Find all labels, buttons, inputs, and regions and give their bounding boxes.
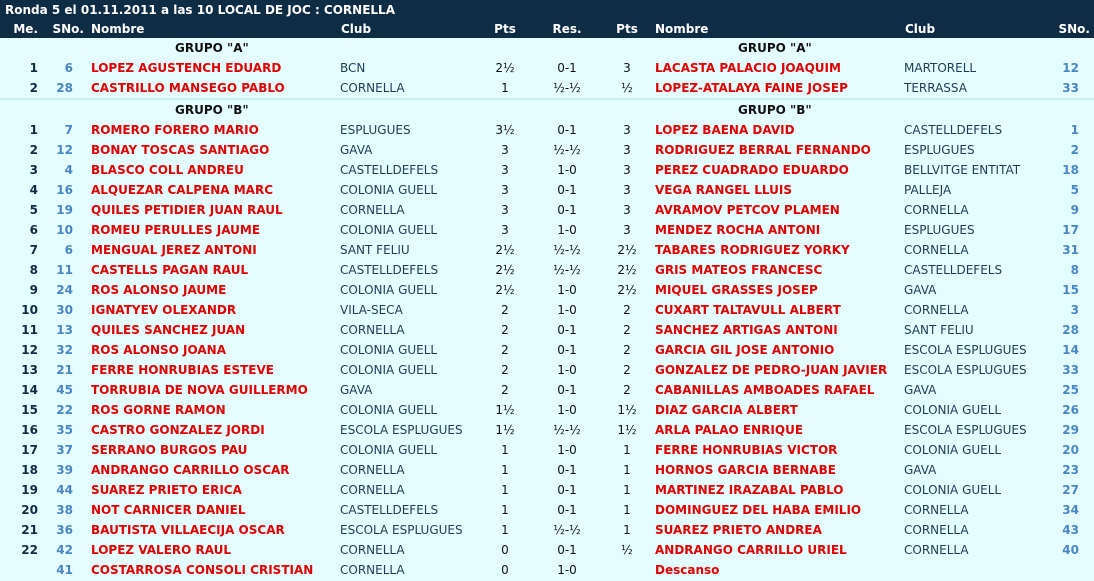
white-player-club: CASTELLDEFELS bbox=[340, 263, 439, 277]
white-points: 0 bbox=[501, 563, 509, 577]
table-row bbox=[0, 460, 1094, 480]
white-points: 2 bbox=[501, 323, 509, 337]
white-points: 2½ bbox=[495, 243, 515, 257]
white-seed-number: 35 bbox=[56, 423, 73, 437]
table-row bbox=[0, 120, 1094, 140]
white-player-name: ROS GORNE RAMON bbox=[91, 403, 226, 417]
game-result: 0-1 bbox=[557, 203, 577, 217]
board-number: 2 bbox=[29, 143, 38, 157]
black-player-name: GONZALEZ DE PEDRO-JUAN JAVIER bbox=[655, 363, 888, 377]
black-points: 2½ bbox=[617, 263, 637, 277]
table-row bbox=[0, 440, 1094, 460]
black-points: 3 bbox=[623, 61, 631, 75]
white-points: 3 bbox=[501, 203, 509, 217]
white-player-name: QUILES SANCHEZ JUAN bbox=[91, 323, 246, 337]
black-seed-number: 3 bbox=[1070, 303, 1079, 317]
table-row bbox=[0, 520, 1094, 540]
white-points: 2 bbox=[501, 383, 509, 397]
black-player-name: RODRIGUEZ BERRAL FERNANDO bbox=[655, 143, 871, 157]
black-player-name: AVRAMOV PETCOV PLAMEN bbox=[655, 203, 840, 217]
white-seed-number: 22 bbox=[56, 403, 73, 417]
board-number: 17 bbox=[21, 443, 38, 457]
black-player-club: CORNELLA bbox=[904, 503, 969, 517]
black-seed-number: 15 bbox=[1062, 283, 1079, 297]
white-seed-number: 42 bbox=[56, 543, 73, 557]
black-player-name: ANDRANGO CARRILLO URIEL bbox=[655, 543, 847, 557]
table-row bbox=[0, 300, 1094, 320]
black-player-name: DIAZ GARCIA ALBERT bbox=[655, 403, 798, 417]
table-row bbox=[0, 58, 1094, 78]
white-points: 2 bbox=[501, 343, 509, 357]
black-player-name: VEGA RANGEL LLUIS bbox=[655, 183, 792, 197]
white-player-name: SERRANO BURGOS PAU bbox=[91, 443, 248, 457]
black-player-club: ESPLUGUES bbox=[904, 143, 975, 157]
black-seed-number: 12 bbox=[1062, 61, 1079, 75]
white-player-club: GAVA bbox=[340, 383, 373, 397]
board-number: 12 bbox=[21, 343, 38, 357]
black-points: 2 bbox=[623, 343, 631, 357]
black-player-club: CASTELLDEFELS bbox=[904, 263, 1003, 277]
white-player-club: CORNELLA bbox=[340, 483, 405, 497]
white-seed-number: 24 bbox=[56, 283, 73, 297]
game-result: ½-½ bbox=[553, 523, 581, 537]
table-row bbox=[0, 180, 1094, 200]
black-points: 1 bbox=[623, 503, 631, 517]
game-result: 0-1 bbox=[557, 543, 577, 557]
white-seed-number: 7 bbox=[64, 123, 73, 137]
table-row bbox=[0, 78, 1094, 98]
white-seed-number: 10 bbox=[56, 223, 73, 237]
white-player-club: CORNELLA bbox=[340, 203, 405, 217]
white-seed-number: 45 bbox=[56, 383, 73, 397]
table-row bbox=[0, 340, 1094, 360]
black-player-club: COLONIA GUELL bbox=[904, 443, 1002, 457]
black-seed-number: 1 bbox=[1070, 123, 1079, 137]
black-player-name: CUXART TALTAVULL ALBERT bbox=[655, 303, 841, 317]
header-pts-white: Pts bbox=[494, 22, 516, 36]
black-player-club: ESPLUGUES bbox=[904, 223, 975, 237]
table-row bbox=[0, 200, 1094, 220]
white-seed-number: 41 bbox=[56, 563, 73, 577]
white-player-name: LOPEZ VALERO RAUL bbox=[91, 543, 232, 557]
white-seed-number: 37 bbox=[56, 443, 73, 457]
black-points: 2 bbox=[623, 363, 631, 377]
board-number: 8 bbox=[29, 263, 38, 277]
header-sno: SNo. bbox=[52, 22, 84, 36]
white-points: 2 bbox=[501, 363, 509, 377]
white-points: 3½ bbox=[495, 123, 515, 137]
table-row bbox=[0, 320, 1094, 340]
black-seed-number: 43 bbox=[1062, 523, 1079, 537]
black-player-club: MARTORELL bbox=[904, 61, 977, 75]
round-title: Ronda 5 el 01.11.2011 a las 10 LOCAL DE JOC : CORNELLA bbox=[0, 0, 1094, 20]
white-player-name: TORRUBIA DE NOVA GUILLERMO bbox=[91, 383, 308, 397]
white-player-club: COLONIA GUELL bbox=[340, 343, 438, 357]
black-seed-number: 9 bbox=[1070, 203, 1079, 217]
white-player-name: SUAREZ PRIETO ERICA bbox=[91, 483, 242, 497]
black-player-club: ESCOLA ESPLUGUES bbox=[904, 363, 1027, 377]
black-seed-number: 29 bbox=[1062, 423, 1079, 437]
white-player-name: COSTARROSA CONSOLI CRISTIAN bbox=[91, 563, 314, 577]
black-seed-number: 20 bbox=[1062, 443, 1079, 457]
board-number: 18 bbox=[21, 463, 38, 477]
black-points: 1½ bbox=[617, 423, 637, 437]
black-player-club: SANT FELIU bbox=[904, 323, 974, 337]
white-player-name: ROMEU PERULLES JAUME bbox=[91, 223, 261, 237]
black-player-name: DOMINGUEZ DEL HABA EMILIO bbox=[655, 503, 862, 517]
white-points: 1 bbox=[501, 443, 509, 457]
black-seed-number: 34 bbox=[1062, 503, 1079, 517]
board-number: 19 bbox=[21, 483, 38, 497]
table-row bbox=[0, 240, 1094, 260]
game-result: ½-½ bbox=[553, 81, 581, 95]
black-seed-number: 28 bbox=[1062, 323, 1079, 337]
white-seed-number: 4 bbox=[64, 163, 73, 177]
table-row bbox=[0, 540, 1094, 560]
white-player-name: ROS ALONSO JAUME bbox=[91, 283, 227, 297]
white-seed-number: 12 bbox=[56, 143, 73, 157]
white-player-club: SANT FELIU bbox=[340, 243, 410, 257]
black-points: 3 bbox=[623, 223, 631, 237]
game-result: ½-½ bbox=[553, 423, 581, 437]
table-row bbox=[0, 220, 1094, 240]
black-player-club: GAVA bbox=[904, 463, 937, 477]
board-number: 15 bbox=[21, 403, 38, 417]
white-player-club: ESCOLA ESPLUGUES bbox=[340, 523, 463, 537]
white-seed-number: 44 bbox=[56, 483, 73, 497]
board-number: 13 bbox=[21, 363, 38, 377]
board-number: 2 bbox=[29, 81, 38, 95]
game-result: 1-0 bbox=[557, 223, 577, 237]
black-player-club: PALLEJA bbox=[904, 183, 952, 197]
black-seed-number: 8 bbox=[1070, 263, 1079, 277]
game-result: 0-1 bbox=[557, 61, 577, 75]
table-row bbox=[0, 560, 1094, 580]
black-player-name: MIQUEL GRASSES JOSEP bbox=[655, 283, 818, 297]
white-points: 2½ bbox=[495, 61, 515, 75]
board-number: 10 bbox=[21, 303, 38, 317]
black-player-name: CABANILLAS AMBOADES RAFAEL bbox=[655, 383, 875, 397]
table-row bbox=[0, 380, 1094, 400]
game-result: 1-0 bbox=[557, 363, 577, 377]
black-player-club: GAVA bbox=[904, 383, 937, 397]
game-result: ½-½ bbox=[553, 243, 581, 257]
game-result: 1-0 bbox=[557, 563, 577, 577]
game-result: 0-1 bbox=[557, 183, 577, 197]
white-player-club: COLONIA GUELL bbox=[340, 363, 438, 377]
white-player-club: COLONIA GUELL bbox=[340, 223, 438, 237]
black-player-club: CORNELLA bbox=[904, 543, 969, 557]
white-player-name: ANDRANGO CARRILLO OSCAR bbox=[91, 463, 290, 477]
table-row bbox=[0, 260, 1094, 280]
black-player-name: TABARES RODRIGUEZ YORKY bbox=[655, 243, 850, 257]
white-seed-number: 6 bbox=[64, 243, 73, 257]
white-seed-number: 39 bbox=[56, 463, 73, 477]
white-points: 0 bbox=[501, 543, 509, 557]
table-row bbox=[0, 160, 1094, 180]
white-points: 1 bbox=[501, 81, 509, 95]
white-points: 1½ bbox=[495, 423, 515, 437]
game-result: 1-0 bbox=[557, 163, 577, 177]
black-player-name: MENDEZ ROCHA ANTONI bbox=[655, 223, 821, 237]
white-seed-number: 19 bbox=[56, 203, 73, 217]
white-player-club: ESPLUGUES bbox=[340, 123, 411, 137]
black-player-name: PEREZ CUADRADO EDUARDO bbox=[655, 163, 849, 177]
board-number: 3 bbox=[29, 163, 38, 177]
black-player-name: Descanso bbox=[655, 563, 720, 577]
white-seed-number: 36 bbox=[56, 523, 73, 537]
black-points: 3 bbox=[623, 123, 631, 137]
game-result: 0-1 bbox=[557, 503, 577, 517]
board-number: 21 bbox=[21, 523, 38, 537]
white-points: 1½ bbox=[495, 403, 515, 417]
board-number: 20 bbox=[21, 503, 38, 517]
game-result: ½-½ bbox=[553, 143, 581, 157]
black-points: 2 bbox=[623, 303, 631, 317]
black-player-club: CASTELLDEFELS bbox=[904, 123, 1003, 137]
header-pts-black: Pts bbox=[616, 22, 638, 36]
white-seed-number: 6 bbox=[64, 61, 73, 75]
board-number: 14 bbox=[21, 383, 38, 397]
black-points: 3 bbox=[623, 143, 631, 157]
black-points: 2½ bbox=[617, 283, 637, 297]
white-player-name: IGNATYEV OLEXANDR bbox=[91, 303, 237, 317]
white-points: 2½ bbox=[495, 283, 515, 297]
header-me: Me. bbox=[13, 22, 38, 36]
white-player-club: CORNELLA bbox=[340, 81, 405, 95]
white-seed-number: 16 bbox=[56, 183, 73, 197]
board-number: 16 bbox=[21, 423, 38, 437]
black-points: 1 bbox=[623, 483, 631, 497]
board-number: 1 bbox=[29, 123, 38, 137]
board-number: 9 bbox=[29, 283, 38, 297]
white-player-club: CORNELLA bbox=[340, 463, 405, 477]
white-points: 1 bbox=[501, 503, 509, 517]
header-sno-black: SNo. bbox=[1058, 22, 1090, 36]
black-player-club: COLONIA GUELL bbox=[904, 483, 1002, 497]
white-points: 3 bbox=[501, 223, 509, 237]
white-player-name: ROS ALONSO JOANA bbox=[91, 343, 226, 357]
header-club: Club bbox=[341, 22, 372, 36]
white-seed-number: 13 bbox=[56, 323, 73, 337]
black-player-name: LOPEZ-ATALAYA FAINE JOSEP bbox=[655, 81, 848, 95]
white-player-club: CORNELLA bbox=[340, 563, 405, 577]
white-player-name: FERRE HONRUBIAS ESTEVE bbox=[91, 363, 274, 377]
group-label-right: GRUPO "A" bbox=[738, 41, 812, 55]
group-header bbox=[0, 98, 1094, 120]
white-player-club: GAVA bbox=[340, 143, 373, 157]
game-result: 0-1 bbox=[557, 483, 577, 497]
white-player-name: CASTRO GONZALEZ JORDI bbox=[91, 423, 265, 437]
white-player-club: CASTELLDEFELS bbox=[340, 503, 439, 517]
header-result: Res. bbox=[552, 22, 582, 36]
white-seed-number: 30 bbox=[56, 303, 73, 317]
game-result: 0-1 bbox=[557, 383, 577, 397]
white-player-name: ALQUEZAR CALPENA MARC bbox=[91, 183, 273, 197]
white-player-name: BAUTISTA VILLAECIJA OSCAR bbox=[91, 523, 285, 537]
white-player-club: CORNELLA bbox=[340, 323, 405, 337]
white-player-club: BCN bbox=[340, 61, 366, 75]
black-player-club: CORNELLA bbox=[904, 303, 969, 317]
black-player-name: GRIS MATEOS FRANCESC bbox=[655, 263, 823, 277]
game-result: 0-1 bbox=[557, 463, 577, 477]
black-seed-number: 33 bbox=[1062, 81, 1079, 95]
white-points: 3 bbox=[501, 183, 509, 197]
white-player-club: CORNELLA bbox=[340, 543, 405, 557]
white-player-name: QUILES PETIDIER JUAN RAUL bbox=[91, 203, 283, 217]
black-points: ½ bbox=[621, 81, 633, 95]
black-player-name: GARCIA GIL JOSE ANTONIO bbox=[655, 343, 835, 357]
white-seed-number: 11 bbox=[56, 263, 73, 277]
board-number: 7 bbox=[29, 243, 38, 257]
black-points: 1 bbox=[623, 523, 631, 537]
black-player-name: SUAREZ PRIETO ANDREA bbox=[655, 523, 822, 537]
black-seed-number: 26 bbox=[1062, 403, 1079, 417]
black-seed-number: 31 bbox=[1062, 243, 1079, 257]
black-seed-number: 23 bbox=[1062, 463, 1079, 477]
group-label-left: GRUPO "A" bbox=[175, 41, 249, 55]
black-player-club: CORNELLA bbox=[904, 523, 969, 537]
black-points: 1 bbox=[623, 443, 631, 457]
white-seed-number: 32 bbox=[56, 343, 73, 357]
white-player-name: CASTELLS PAGAN RAUL bbox=[91, 263, 249, 277]
black-points: 2 bbox=[623, 383, 631, 397]
white-points: 1 bbox=[501, 523, 509, 537]
black-player-club: CORNELLA bbox=[904, 203, 969, 217]
table-row bbox=[0, 400, 1094, 420]
header-nombre-black: Nombre bbox=[655, 22, 709, 36]
white-points: 2½ bbox=[495, 263, 515, 277]
black-seed-number: 40 bbox=[1062, 543, 1079, 557]
board-number: 1 bbox=[29, 61, 38, 75]
white-seed-number: 28 bbox=[56, 81, 73, 95]
black-player-name: HORNOS GARCIA BERNABE bbox=[655, 463, 836, 477]
black-points: 1½ bbox=[617, 403, 637, 417]
header-club-black: Club bbox=[905, 22, 936, 36]
black-player-club: COLONIA GUELL bbox=[904, 403, 1002, 417]
white-player-club: COLONIA GUELL bbox=[340, 183, 438, 197]
game-result: 0-1 bbox=[557, 123, 577, 137]
white-player-name: NOT CARNICER DANIEL bbox=[91, 503, 246, 517]
white-points: 2 bbox=[501, 303, 509, 317]
black-seed-number: 25 bbox=[1062, 383, 1079, 397]
black-points: 2 bbox=[623, 323, 631, 337]
table-row bbox=[0, 280, 1094, 300]
column-header-bar bbox=[0, 20, 1094, 38]
black-player-club: ESCOLA ESPLUGUES bbox=[904, 343, 1027, 357]
black-player-club: ESCOLA ESPLUGUES bbox=[904, 423, 1027, 437]
table-row bbox=[0, 140, 1094, 160]
black-player-name: LACASTA PALACIO JOAQUIM bbox=[655, 61, 841, 75]
black-seed-number: 2 bbox=[1070, 143, 1079, 157]
black-player-name: LOPEZ BAENA DAVID bbox=[655, 123, 795, 137]
white-player-name: MENGUAL JEREZ ANTONI bbox=[91, 243, 257, 257]
white-player-club: CASTELLDEFELS bbox=[340, 163, 439, 177]
black-points: 3 bbox=[623, 203, 631, 217]
black-seed-number: 5 bbox=[1070, 183, 1079, 197]
game-result: 1-0 bbox=[557, 403, 577, 417]
header-nombre: Nombre bbox=[91, 22, 145, 36]
game-result: 1-0 bbox=[557, 303, 577, 317]
game-result: 0-1 bbox=[557, 343, 577, 357]
black-player-club: CORNELLA bbox=[904, 243, 969, 257]
black-player-club: TERRASSA bbox=[904, 81, 967, 95]
white-player-name: BONAY TOSCAS SANTIAGO bbox=[91, 143, 270, 157]
white-player-club: COLONIA GUELL bbox=[340, 443, 438, 457]
white-player-club: COLONIA GUELL bbox=[340, 283, 438, 297]
game-result: ½-½ bbox=[553, 263, 581, 277]
black-points: ½ bbox=[621, 543, 633, 557]
black-seed-number: 14 bbox=[1062, 343, 1079, 357]
white-player-name: CASTRILLO MANSEGO PABLO bbox=[91, 81, 285, 95]
black-seed-number: 33 bbox=[1062, 363, 1079, 377]
black-player-name: MARTINEZ IRAZABAL PABLO bbox=[655, 483, 844, 497]
game-result: 1-0 bbox=[557, 443, 577, 457]
pairings-table bbox=[0, 38, 1094, 580]
white-points: 1 bbox=[501, 463, 509, 477]
white-player-name: ROMERO FORERO MARIO bbox=[91, 123, 259, 137]
board-number: 4 bbox=[29, 183, 38, 197]
black-points: 2½ bbox=[617, 243, 637, 257]
white-player-club: COLONIA GUELL bbox=[340, 403, 438, 417]
board-number: 6 bbox=[29, 223, 38, 237]
black-player-club: BELLVITGE ENTITAT bbox=[904, 163, 1021, 177]
black-seed-number: 27 bbox=[1062, 483, 1079, 497]
board-number: 5 bbox=[29, 203, 38, 217]
board-number: 22 bbox=[21, 543, 38, 557]
white-player-club: ESCOLA ESPLUGUES bbox=[340, 423, 463, 437]
group-label-right: GRUPO "B" bbox=[738, 103, 812, 117]
group-label-left: GRUPO "B" bbox=[175, 103, 249, 117]
black-player-club: GAVA bbox=[904, 283, 937, 297]
table-row bbox=[0, 420, 1094, 440]
white-player-name: BLASCO COLL ANDREU bbox=[91, 163, 244, 177]
black-player-name: SANCHEZ ARTIGAS ANTONI bbox=[655, 323, 838, 337]
white-points: 3 bbox=[501, 143, 509, 157]
black-seed-number: 18 bbox=[1062, 163, 1079, 177]
table-row bbox=[0, 360, 1094, 380]
white-player-club: VILA-SECA bbox=[340, 303, 403, 317]
black-points: 1 bbox=[623, 463, 631, 477]
white-seed-number: 21 bbox=[56, 363, 73, 377]
board-number: 11 bbox=[21, 323, 38, 337]
white-player-name: LOPEZ AGUSTENCH EDUARD bbox=[91, 61, 282, 75]
black-points: 3 bbox=[623, 163, 631, 177]
game-result: 1-0 bbox=[557, 283, 577, 297]
group-header bbox=[0, 38, 1094, 58]
game-result: 0-1 bbox=[557, 323, 577, 337]
table-row bbox=[0, 480, 1094, 500]
black-points: 3 bbox=[623, 183, 631, 197]
white-points: 3 bbox=[501, 163, 509, 177]
white-points: 1 bbox=[501, 483, 509, 497]
black-player-name: FERRE HONRUBIAS VICTOR bbox=[655, 443, 838, 457]
table-row bbox=[0, 500, 1094, 520]
white-seed-number: 38 bbox=[56, 503, 73, 517]
black-player-name: ARLA PALAO ENRIQUE bbox=[655, 423, 804, 437]
black-seed-number: 17 bbox=[1062, 223, 1079, 237]
